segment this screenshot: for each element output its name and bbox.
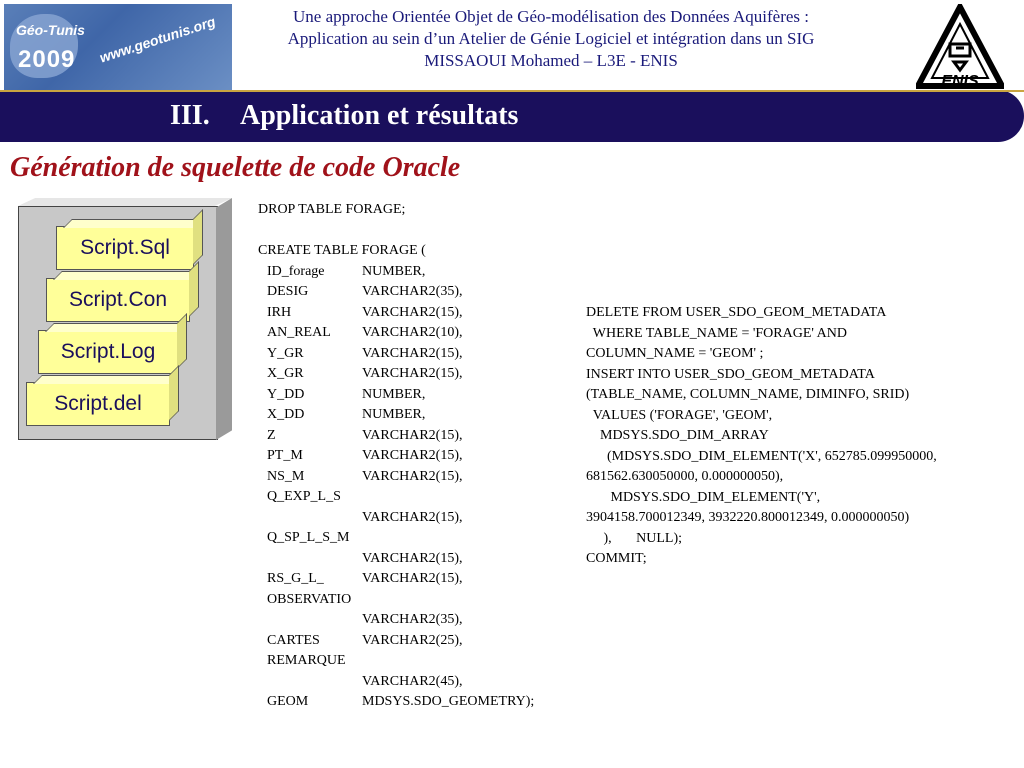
enis-label: ENIS <box>941 73 979 90</box>
column-type: VARCHAR2(45), <box>362 673 463 689</box>
column-type: VARCHAR2(15), <box>362 345 463 361</box>
code-line: COMMIT; <box>586 551 647 566</box>
metadata-code <box>586 303 937 570</box>
column-name <box>258 549 362 570</box>
script-con-button[interactable]: Script.Con <box>46 278 190 322</box>
column-name: PT_M <box>267 448 303 463</box>
code-line: INSERT INTO USER_SDO_GEOM_METADATA <box>586 366 875 382</box>
logo-year: 2009 <box>18 46 76 73</box>
column-name: AN_REAL <box>267 325 331 340</box>
create-statement: CREATE TABLE FORAGE ( <box>258 243 426 258</box>
column-row <box>258 692 534 713</box>
column-row <box>258 672 534 693</box>
code-line: MDSYS.SDO_DIM_ELEMENT('Y', <box>586 489 821 505</box>
column-name <box>258 508 362 529</box>
column-name: X_GR <box>267 366 304 381</box>
code-line: (TABLE_NAME, COLUMN_NAME, DIMINFO, SRID) <box>586 387 910 402</box>
column-name: Q_SP_L_S_M <box>267 530 350 545</box>
column-type: NUMBER, <box>362 386 426 402</box>
column-row <box>258 385 534 406</box>
column-row <box>258 631 534 652</box>
column-row <box>258 262 534 283</box>
column-type: VARCHAR2(15), <box>362 427 463 443</box>
header-line-3: MISSAOUI Mohamed – L3E - ENIS <box>424 51 678 70</box>
column-row <box>258 446 534 467</box>
enis-logo <box>916 4 1004 90</box>
scripts-panel <box>18 198 232 442</box>
column-row <box>258 282 534 303</box>
code-line: WHERE TABLE_NAME = 'FORAGE' AND <box>586 325 847 341</box>
section-title-bar <box>0 90 1024 142</box>
slide-subtitle: Génération de squelette de code Oracle <box>10 152 461 183</box>
column-row <box>258 303 534 324</box>
script-del-button[interactable]: Script.del <box>26 382 170 426</box>
script-sql-button[interactable]: Script.Sql <box>56 226 194 270</box>
logo-url: www.geotunis.org <box>97 13 218 66</box>
column-type: VARCHAR2(15), <box>362 448 463 463</box>
drop-statement: DROP TABLE FORAGE; <box>258 202 406 217</box>
code-line: DELETE FROM USER_SDO_GEOM_METADATA <box>586 305 887 320</box>
column-row <box>258 610 534 631</box>
code-line: ), NULL); <box>586 530 683 546</box>
column-row <box>258 590 534 611</box>
column-list <box>258 262 534 713</box>
column-name: Y_DD <box>267 386 305 402</box>
column-type: NUMBER, <box>362 407 426 422</box>
column-row <box>258 508 534 529</box>
code-line: (MDSYS.SDO_DIM_ELEMENT('X', 652785.099950000, <box>586 448 937 464</box>
column-type: VARCHAR2(15), <box>362 304 463 320</box>
column-name: Q_EXP_L_S <box>267 489 341 504</box>
header-line-1: Une approche Orientée Objet de Géo-modélisation des Données Aquifères : <box>293 7 809 26</box>
column-row <box>258 569 534 590</box>
section-number: III. <box>170 100 210 131</box>
column-name: DESIG <box>267 284 309 299</box>
column-name: RS_G_L_ <box>267 571 324 586</box>
code-line: 681562.630050000, 0.000000050), <box>586 469 784 484</box>
column-type: VARCHAR2(15), <box>362 509 463 525</box>
column-name: ID_forage <box>267 263 325 279</box>
column-row <box>258 426 534 447</box>
column-row <box>258 405 534 426</box>
column-type: MDSYS.SDO_GEOMETRY); <box>362 694 535 709</box>
column-row <box>258 323 534 344</box>
script-log-button[interactable]: Script.Log <box>38 330 178 374</box>
column-row <box>258 528 534 549</box>
column-type: VARCHAR2(15), <box>362 571 463 586</box>
column-name: Y_GR <box>267 345 304 361</box>
create-table-code <box>258 200 534 713</box>
column-type: VARCHAR2(35), <box>362 612 463 627</box>
title-bar-accent-line <box>0 90 1024 92</box>
column-name: REMARQUE <box>267 653 346 668</box>
column-type: VARCHAR2(25), <box>362 632 463 648</box>
code-line: 3904158.700012349, 3932220.800012349, 0.000000050) <box>586 510 910 525</box>
code-line: VALUES ('FORAGE', 'GEOM', <box>586 407 773 423</box>
header-line-2: Application au sein d’un Atelier de Génie Logiciel et intégration dans un SIG <box>287 29 815 48</box>
column-name: OBSERVATIO <box>267 591 352 607</box>
column-name: CARTES <box>267 632 320 648</box>
header-text <box>236 6 866 72</box>
code-line: MDSYS.SDO_DIM_ARRAY <box>586 428 769 443</box>
column-row <box>258 487 534 508</box>
column-row <box>258 364 534 385</box>
column-row <box>258 549 534 570</box>
column-name: IRH <box>267 304 292 320</box>
column-name <box>258 610 362 631</box>
geo-tunis-logo <box>4 4 232 90</box>
column-name <box>258 672 362 693</box>
column-type: VARCHAR2(10), <box>362 325 463 340</box>
column-type: VARCHAR2(15), <box>362 366 463 381</box>
column-type: VARCHAR2(35), <box>362 284 463 299</box>
column-name: GEOM <box>267 694 309 709</box>
section-title: Application et résultats <box>240 100 519 131</box>
column-type: VARCHAR2(15), <box>362 550 463 566</box>
column-name: NS_M <box>267 468 305 484</box>
column-type: VARCHAR2(15), <box>362 468 463 484</box>
panel-top-face <box>18 198 232 206</box>
column-row <box>258 467 534 488</box>
blank-line <box>258 221 534 242</box>
logo-title: Géo-Tunis <box>16 22 85 38</box>
column-row <box>258 344 534 365</box>
column-name: X_DD <box>267 407 305 422</box>
panel-side-face <box>216 198 232 440</box>
code-line: COLUMN_NAME = 'GEOM' ; <box>586 346 764 361</box>
column-row <box>258 651 534 672</box>
column-type: NUMBER, <box>362 263 426 279</box>
column-name: Z <box>267 427 276 443</box>
